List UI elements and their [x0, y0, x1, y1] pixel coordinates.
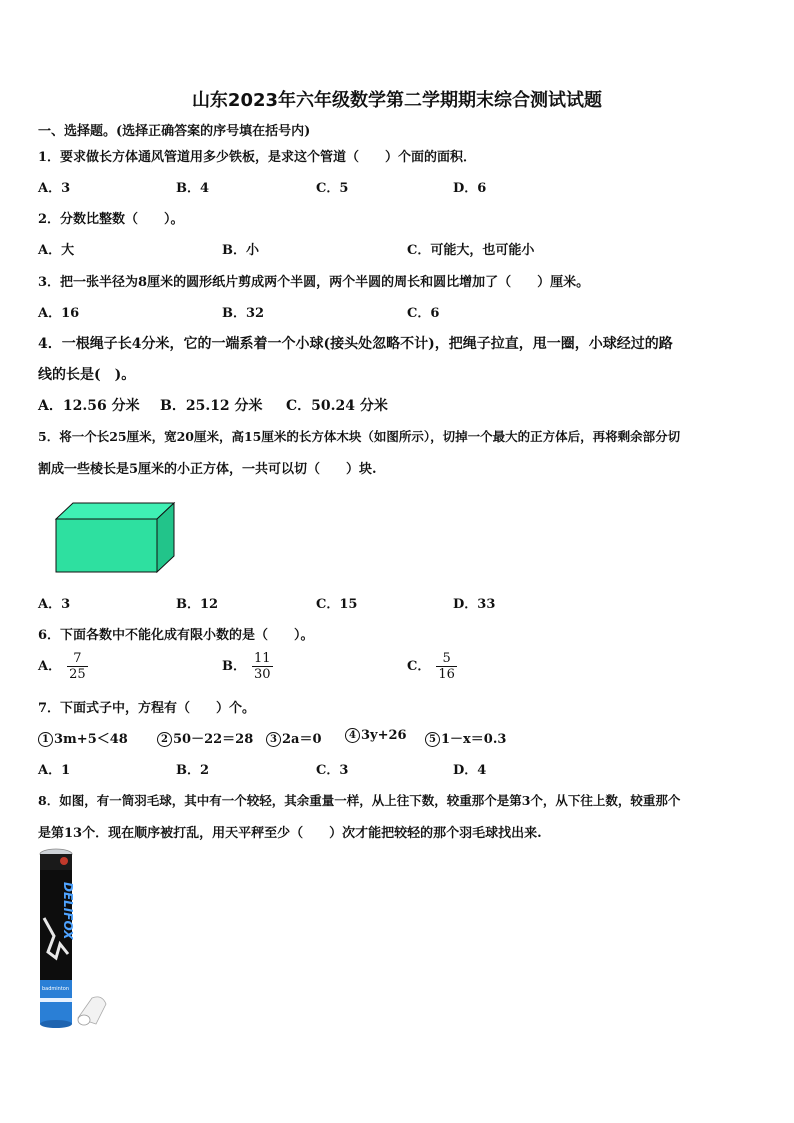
circled-number: 3	[266, 732, 281, 747]
tube-bottom	[40, 1020, 72, 1028]
tube-label-text: badminton	[42, 986, 70, 992]
q1-option-c: C．5	[316, 181, 349, 196]
question-8-line-1: 8．如图，有一筒羽毛球，其中有一个较轻，其余重量一样，从上往下数，较重那个是第3个，从下往上数，较重那个	[38, 793, 681, 808]
expression: 2a＝0	[282, 732, 322, 747]
tube-logo-icon	[60, 857, 68, 865]
q7-option-c: C．3	[316, 763, 349, 778]
q6-option-c-label: C．	[407, 659, 431, 674]
question-5-line-1: 5．将一个长25厘米，宽20厘米，高15厘米的长方体木块（如图所示），切掉一个最大的正方体后，再将剩余部分切	[38, 429, 681, 444]
q1-option-d: D．6	[453, 181, 487, 196]
denominator: 30	[254, 667, 271, 682]
numerator: 5	[442, 651, 451, 666]
question-1: 1．要求做长方体通风管道用多少铁板，是求这个管道（ ）个面的面积．	[38, 150, 477, 165]
q3-option-c: C．6	[407, 306, 440, 321]
question-3: 3．把一张半径为8厘米的圆形纸片剪成两个半圆，两个半圆的周长和圆比增加了（ ）厘米。	[38, 275, 590, 290]
cuboid-front-face	[56, 519, 157, 572]
page-title: 山东2023年六年级数学第二学期期末综合测试试题	[191, 90, 603, 111]
expression: 50－22＝28	[173, 732, 254, 747]
fraction	[436, 651, 457, 682]
question-5-line-2: 割成一些棱长是5厘米的小正方体，一共可以切（ ）块.	[38, 462, 377, 477]
tube-stripe	[40, 998, 72, 1002]
cuboid-top-face	[56, 503, 174, 519]
q6-option-b-label: B．	[222, 659, 246, 674]
q5-option-b: B．12	[176, 597, 219, 612]
q3-option-b: B．32	[222, 306, 265, 321]
q6-option-b	[222, 651, 273, 682]
circled-number: 5	[425, 732, 440, 747]
q4-option-c: C．50.24 分米	[286, 398, 388, 414]
expression: 1－x＝0.3	[441, 732, 507, 747]
circled-number: 1	[38, 732, 53, 747]
q5-option-c: C．15	[316, 597, 358, 612]
q7-item-4	[345, 728, 407, 743]
denominator: 25	[69, 667, 86, 682]
fraction	[252, 651, 273, 682]
numerator: 7	[73, 651, 82, 666]
q6-option-c	[407, 651, 457, 682]
q2-option-b: B．小	[222, 243, 259, 258]
question-4-line-2: 线的长是( )。	[38, 367, 136, 383]
q5-option-d: D．33	[453, 597, 496, 612]
circled-number: 2	[157, 732, 172, 747]
circled-number: 4	[345, 728, 360, 743]
q2-option-a: A．大	[38, 243, 75, 258]
q4-option-b: B．25.12 分米	[160, 398, 263, 414]
question-7: 7．下面式子中，方程有（ ）个。	[38, 701, 256, 716]
tube-brand-text: DELIFOX	[61, 882, 75, 940]
q2-option-c: C．可能大，也可能小	[407, 243, 535, 258]
fraction	[67, 651, 88, 682]
q7-option-a: A．1	[38, 763, 71, 778]
q7-item-1	[38, 728, 128, 747]
q1-option-b: B．4	[176, 181, 210, 196]
numerator: 11	[254, 651, 271, 666]
q3-option-a: A．16	[38, 306, 80, 321]
q6-option-a	[38, 651, 88, 682]
q4-option-a: A．12.56 分米	[38, 398, 140, 414]
cuboid-figure	[54, 502, 178, 574]
question-6: 6．下面各数中不能化成有限小数的是（ ）。	[38, 628, 314, 643]
question-8-line-2: 是第13个．现在顺序被打乱，用天平秤至少（ ）次才能把较轻的那个羽毛球找出来.	[38, 826, 542, 841]
question-4-line-1: 4．一根绳子长4分米，它的一端系着一个小球(接头处忽略不计)，把绳子拉直，甩一圈，小球经过的路	[38, 336, 673, 352]
denominator: 16	[438, 667, 455, 682]
question-2: 2．分数比整数（ ）。	[38, 212, 184, 227]
q7-item-5	[425, 728, 506, 747]
q7-item-2	[157, 728, 253, 747]
q7-option-d: D．4	[453, 763, 487, 778]
shuttlecock-cork	[78, 1015, 90, 1025]
expression: 3y+26	[361, 728, 407, 743]
q5-option-a: A．3	[38, 597, 71, 612]
q7-item-3	[266, 728, 322, 747]
q6-option-a-label: A．	[38, 659, 62, 674]
expression: 3m+5＜48	[54, 732, 128, 747]
section-heading: 一、选择题。(选择正确答案的序号填在括号内)	[38, 124, 311, 139]
q1-option-a: A．3	[38, 181, 71, 196]
q7-option-b: B．2	[176, 763, 210, 778]
shuttlecock-tube-image	[34, 848, 110, 1030]
